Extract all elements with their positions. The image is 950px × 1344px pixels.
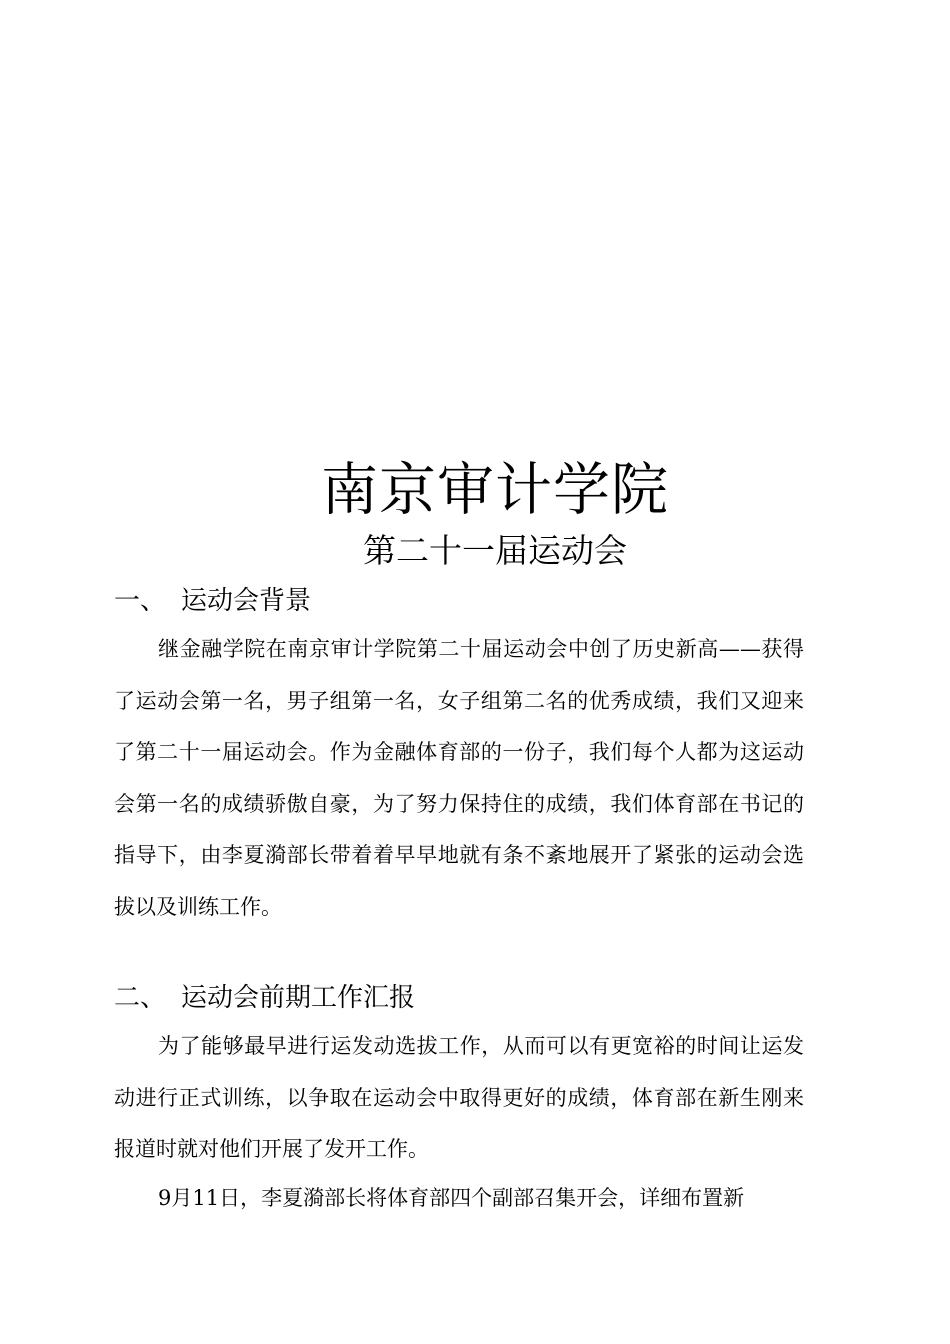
section-number-2: 二、 — [114, 983, 167, 1013]
section-number-1: 一、 — [114, 586, 167, 616]
section-heading-2 — [114, 980, 814, 1016]
section-2-paragraph-1 — [114, 1021, 804, 1176]
section-2-paragraph-2 — [114, 1173, 804, 1225]
document-title: 南京审计学院 — [321, 457, 669, 523]
document-subtitle: 第二十一届运动会 — [363, 531, 627, 570]
paragraph-text: 为了能够最早进行运发动选拔工作，从而可以有更宽裕的时间让运发动进行正式训练，以争取在运动会中取得更好的成绩，体育部在新生刚来报道时就对他们开展了发开工作。 — [114, 1034, 804, 1161]
paragraph-text: 9月11日，李夏漪部长将体育部四个副部召集开会，详细布置新 — [158, 1186, 745, 1210]
section-1-paragraph-1 — [114, 624, 804, 933]
section-heading-1 — [114, 583, 814, 619]
section-title-2: 运动会前期工作汇报 — [181, 983, 416, 1013]
paragraph-text: 继金融学院在南京审计学院第二十届运动会中创了历史新高——获得了运动会第一名，男子组第一名，女子组第二名的优秀成绩，我们又迎来了第二十一届运动会。作为金融体育部的一份子，我们每个人都为这运动会第一名的成绩骄傲自豪，为了努力保持住的成绩，我们体育部在书记的指导下，由李夏漪部长带着着早早地就有条不紊地展开了紧张的运动会选拔以及训练工作。 — [114, 637, 804, 919]
section-title-1: 运动会背景 — [181, 586, 312, 616]
